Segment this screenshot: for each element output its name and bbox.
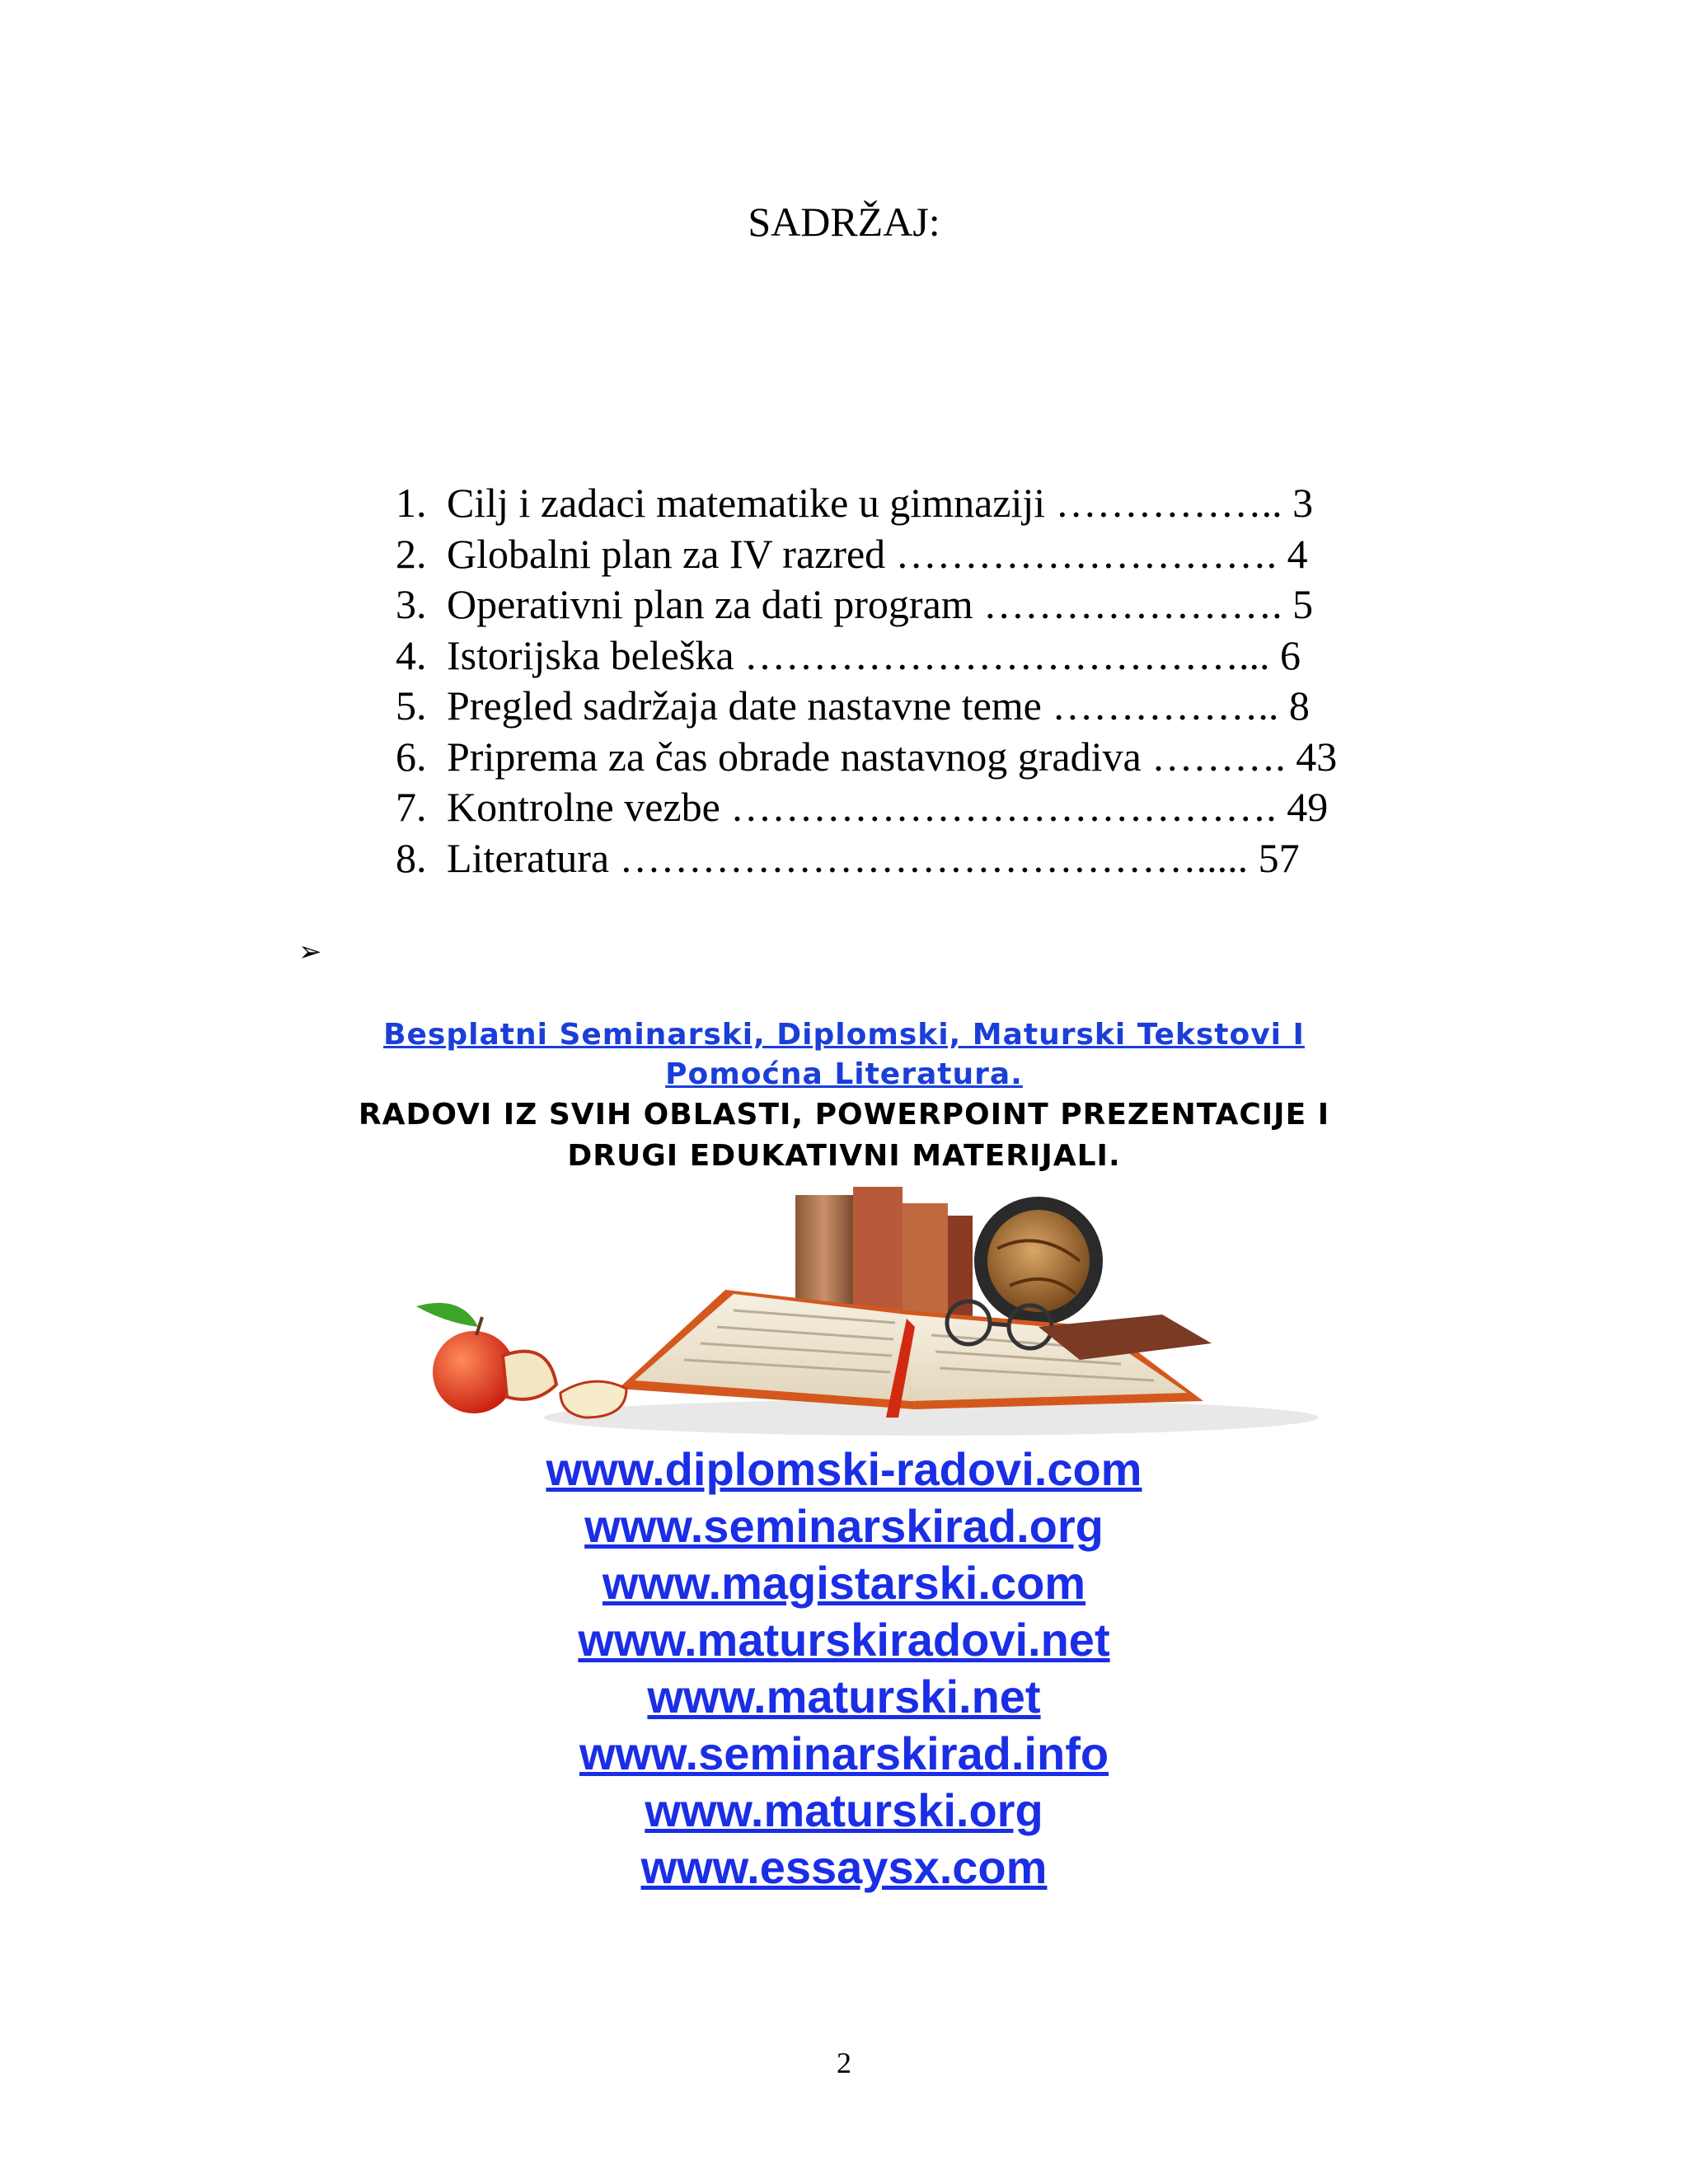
list-item: [0, 1497, 1688, 1554]
website-link[interactable]: www.magistarski.com: [602, 1557, 1086, 1609]
toc-text: Istorijska beleška ………………………………... 6: [447, 631, 1301, 678]
promo-link-line2[interactable]: Pomoćna Literatura.: [665, 1057, 1023, 1091]
list-item: [0, 1441, 1688, 1497]
website-link[interactable]: www.seminarskirad.org: [584, 1500, 1104, 1552]
toc-item: [396, 529, 1337, 580]
list-item: [0, 1611, 1688, 1668]
website-link[interactable]: www.diplomski-radovi.com: [546, 1443, 1142, 1495]
website-link[interactable]: www.maturskiradovi.net: [578, 1614, 1110, 1666]
toc-number: 8.: [396, 834, 427, 881]
toc-text: Operativni plan za dati program …………………. 5: [447, 581, 1314, 627]
toc-text: Kontrolne vezbe …………………………………. 49: [447, 784, 1329, 830]
table-of-contents: [396, 478, 1337, 883]
toc-text: Literatura ……………………………………..... 57: [447, 834, 1300, 881]
list-item: [0, 1668, 1688, 1725]
list-item: [0, 1725, 1688, 1782]
promo-text-line2: DRUGI EDUKATIVNI MATERIJALI.: [567, 1139, 1121, 1173]
toc-item: [396, 833, 1337, 884]
bullet-arrow-icon: ➢: [298, 935, 322, 968]
toc-number: 7.: [396, 784, 427, 830]
promo-link-line1[interactable]: Besplatni Seminarski, Diplomski, Maturski Tekstovi I: [383, 1018, 1305, 1052]
page-number: 2: [837, 2046, 851, 2079]
toc-number: 2.: [396, 530, 427, 577]
toc-item: [396, 732, 1337, 783]
toc-number: 3.: [396, 581, 427, 627]
list-item: [0, 1554, 1688, 1611]
website-link[interactable]: www.seminarskirad.info: [579, 1727, 1109, 1779]
website-link[interactable]: www.maturski.org: [645, 1784, 1043, 1836]
toc-number: 4.: [396, 631, 427, 678]
toc-text: Globalni plan za IV razred ………………………. 4: [447, 530, 1308, 577]
toc-item: [396, 782, 1337, 833]
apple-slice: [503, 1352, 556, 1399]
promo-text-line1: RADOVI IZ SVIH OBLASTI, POWERPOINT PREZENTACIJE I: [358, 1098, 1330, 1132]
toc-number: 6.: [396, 733, 427, 780]
toc-number: 1.: [396, 480, 427, 526]
website-list: [0, 1441, 1688, 1896]
promo-block: [0, 1015, 1688, 1177]
toc-number: 5.: [396, 682, 427, 729]
list-item: [0, 1839, 1688, 1896]
books-apple-globe-illustration: [338, 1170, 1360, 1442]
globe: [987, 1210, 1090, 1312]
toc-item: [396, 630, 1337, 682]
toc-text: Priprema za čas obrade nastavnog gradiva ………. 43: [447, 733, 1338, 780]
apple-leaf: [416, 1303, 478, 1327]
toc-text: Pregled sadržaja date nastavne teme …………….. 8: [447, 682, 1310, 729]
page-title: SADRŽAJ:: [748, 199, 940, 245]
toc-text: Cilj i zadaci matematike u gimnaziji …………….. 3: [447, 480, 1314, 526]
website-link[interactable]: www.maturski.net: [647, 1671, 1041, 1722]
website-link[interactable]: www.essaysx.com: [640, 1841, 1048, 1893]
list-item: [0, 1782, 1688, 1839]
toc-item: [396, 478, 1337, 529]
toc-item: [396, 681, 1337, 732]
toc-item: [396, 579, 1337, 630]
